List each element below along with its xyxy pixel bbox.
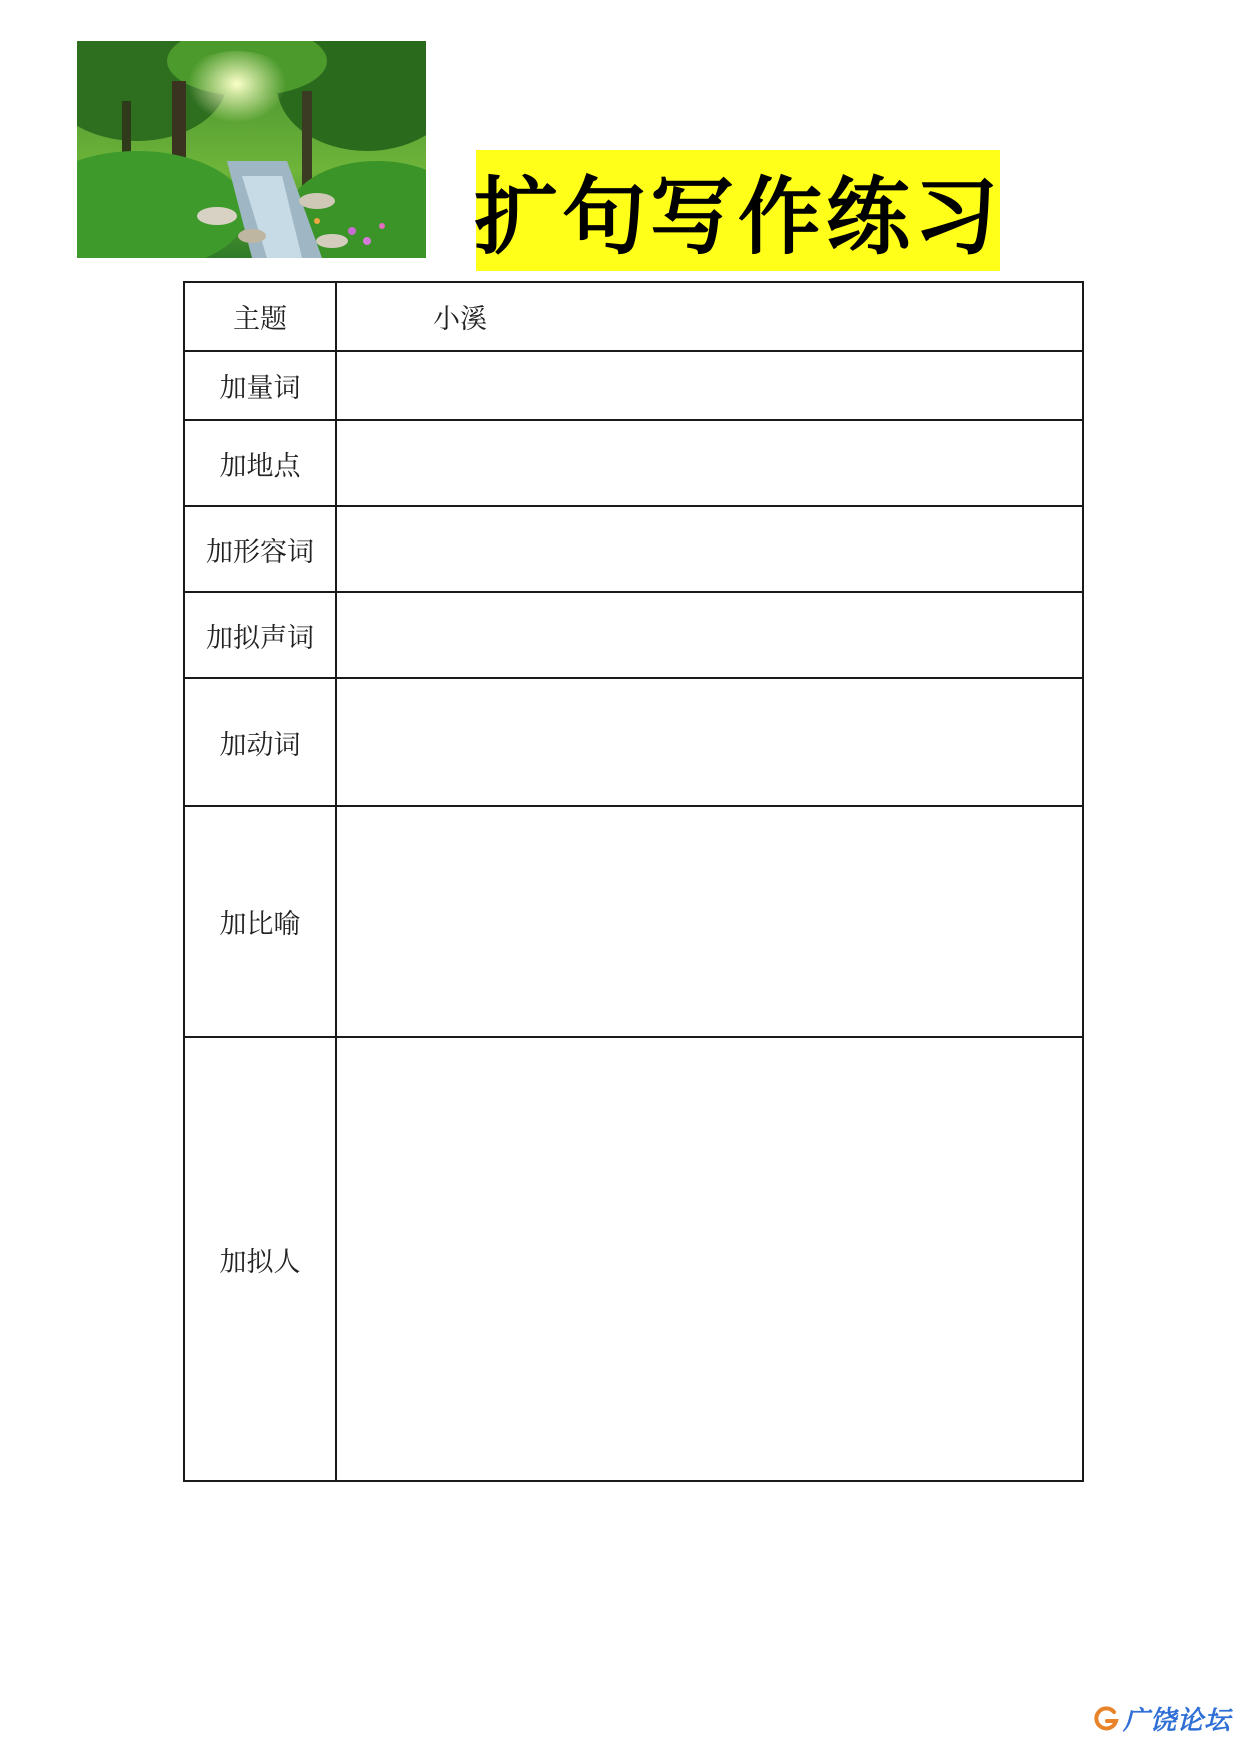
forest-stream-photo xyxy=(77,41,426,258)
table-row xyxy=(184,592,1083,678)
table-row xyxy=(184,420,1083,506)
worksheet-table xyxy=(183,281,1084,1482)
answer-cell[interactable] xyxy=(336,806,1083,1037)
table-row xyxy=(184,282,1083,351)
table-row xyxy=(184,506,1083,592)
answer-text xyxy=(337,370,433,401)
worksheet-title: 扩句写作练习 xyxy=(474,168,1003,266)
table-row xyxy=(184,806,1083,1037)
row-label: 加量词 xyxy=(184,351,336,420)
row-label: 加拟人 xyxy=(184,1037,336,1481)
row-label: 加形容词 xyxy=(184,506,336,592)
topic-value: 小溪 xyxy=(433,304,487,335)
table-row xyxy=(184,678,1083,806)
watermark-text: 广饶论坛 xyxy=(1122,1706,1231,1736)
answer-cell[interactable] xyxy=(336,592,1083,678)
answer-text xyxy=(337,448,433,479)
row-label: 加拟声词 xyxy=(184,592,336,678)
answer-cell[interactable] xyxy=(336,351,1083,420)
answer-text xyxy=(337,906,433,937)
table-row xyxy=(184,1037,1083,1481)
answer-cell[interactable] xyxy=(336,1037,1083,1481)
answer-cell[interactable] xyxy=(336,282,1083,351)
row-label: 主题 xyxy=(184,282,336,351)
row-label: 加地点 xyxy=(184,420,336,506)
answer-text xyxy=(337,620,433,651)
row-label: 加比喻 xyxy=(184,806,336,1037)
answer-text xyxy=(337,727,433,758)
row-label: 加动词 xyxy=(184,678,336,806)
answer-cell[interactable] xyxy=(336,420,1083,506)
title-banner xyxy=(474,150,1003,271)
site-watermark xyxy=(1093,1700,1231,1737)
forest-stream-image xyxy=(77,41,426,258)
answer-cell[interactable] xyxy=(336,506,1083,592)
answer-text xyxy=(337,534,433,565)
table-row xyxy=(184,351,1083,420)
answer-cell[interactable] xyxy=(336,678,1083,806)
answer-text xyxy=(337,1244,433,1275)
forum-logo-icon xyxy=(1093,1706,1119,1732)
